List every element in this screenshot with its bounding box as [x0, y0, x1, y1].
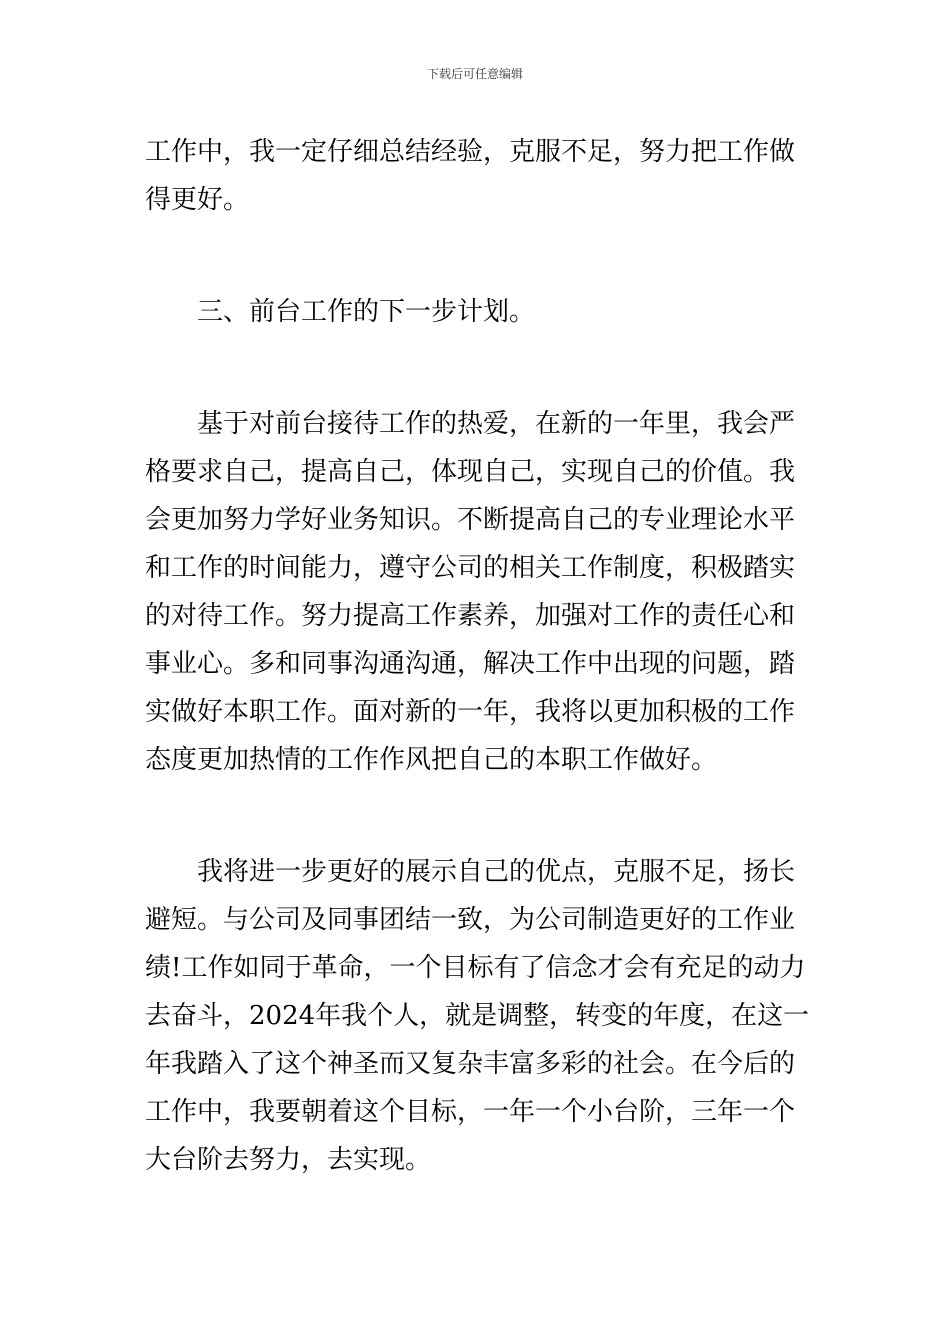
text-line: 事业心。多和同事沟通沟通，解决工作中出现的问题，踏: [145, 649, 796, 679]
paragraph-continuation: [145, 128, 805, 224]
paragraph-goals: [145, 848, 810, 1184]
text-line: 工作中，我要朝着这个目标，一年一个小台阶，三年一个: [145, 1097, 796, 1127]
text-line: 得更好。: [145, 185, 250, 215]
section-heading: 三、前台工作的下一步计划。: [197, 297, 536, 327]
text-line: 年我踏入了这个神圣而又复杂丰富多彩的社会。在今后的: [145, 1049, 796, 1079]
text-line: 基于对前台接待工作的热爱，在新的一年里，我会严: [197, 409, 796, 439]
text-line: 工作中，我一定仔细总结经验，克服不足，努力把工作做: [145, 137, 796, 167]
paragraph-gap: [145, 336, 805, 400]
section-heading-paragraph: [145, 288, 805, 336]
text-line: 去奋斗，2024年我个人，就是调整，转变的年度，在这一: [145, 1001, 810, 1031]
text-line: 会更加努力学好业务知识。不断提高自己的专业理论水平: [145, 505, 796, 535]
page-header-note: 下载后可任意编辑: [426, 67, 523, 81]
paragraph-gap: [145, 784, 805, 848]
text-line: 大台阶去努力，去实现。: [145, 1145, 432, 1175]
text-line: 避短。与公司及同事团结一致，为公司制造更好的工作业: [145, 905, 796, 935]
paragraph-gap: [145, 224, 805, 288]
text-line: 绩!工作如同于革命，一个目标有了信念才会有充足的动力: [145, 953, 806, 983]
text-line: 我将进一步更好的展示自己的优点，克服不足，扬长: [197, 857, 796, 887]
text-line: 态度更加热情的工作作风把自己的本职工作做好。: [145, 745, 718, 775]
document-body: [145, 128, 810, 1184]
text-line: 实做好本职工作。面对新的一年，我将以更加积极的工作: [145, 697, 796, 727]
text-line: 的对待工作。努力提高工作素养，加强对工作的责任心和: [145, 601, 796, 631]
text-line: 和工作的时间能力，遵守公司的相关工作制度，积极踏实: [145, 553, 796, 583]
text-line: 格要求自己，提高自己，体现自己，实现自己的价值。我: [145, 457, 796, 487]
paragraph-plan: [145, 400, 805, 784]
